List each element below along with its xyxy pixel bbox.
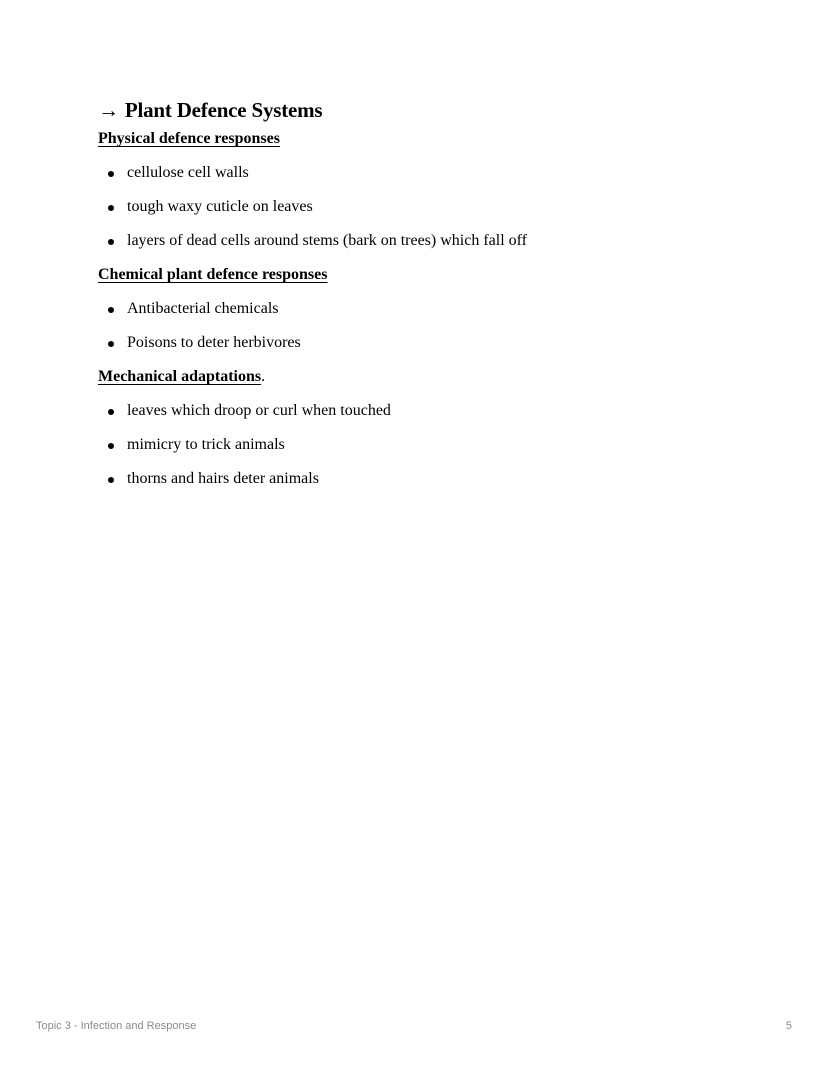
- list-item: Poisons to deter herbivores: [98, 332, 778, 354]
- list-item: Antibacterial chemicals: [98, 298, 778, 320]
- list-item: tough waxy cuticle on leaves: [98, 196, 778, 218]
- section-physical: [98, 128, 778, 252]
- section-mechanical: [98, 366, 778, 490]
- list-item: cellulose cell walls: [98, 162, 778, 184]
- page-content: [98, 96, 778, 490]
- list-item: thorns and hairs deter animals: [98, 468, 778, 490]
- arrow-icon: →: [98, 98, 119, 122]
- list-item: layers of dead cells around stems (bark on trees) which fall off: [98, 230, 778, 252]
- bullet-list: [98, 298, 778, 354]
- list-item: leaves which droop or curl when touched: [98, 400, 778, 422]
- section-heading: [98, 264, 778, 286]
- bullet-icon: [108, 171, 114, 177]
- bullet-icon: [108, 239, 114, 245]
- bullet-list: [98, 162, 778, 252]
- section-heading: [98, 128, 778, 150]
- section-heading-text: Mechanical adaptations: [98, 368, 262, 385]
- section-heading: [98, 366, 778, 388]
- page-number: 5: [785, 1020, 792, 1032]
- heading-suffix: .: [261, 368, 266, 385]
- bullet-icon: [108, 443, 114, 449]
- bullet-icon: [108, 477, 114, 483]
- section-chemical: [98, 264, 778, 354]
- bullet-icon: [108, 307, 114, 313]
- bullet-icon: [108, 205, 114, 211]
- page-title: [98, 96, 778, 124]
- bullet-list: [98, 400, 778, 490]
- section-heading-text: Chemical plant defence responses: [98, 266, 328, 283]
- page-title-text: Plant Defence Systems: [124, 98, 323, 122]
- bullet-icon: [108, 341, 114, 347]
- section-heading-text: Physical defence responses: [98, 130, 280, 147]
- footer-topic: Topic 3 - Infection and Response: [36, 1020, 197, 1032]
- list-item: mimicry to trick animals: [98, 434, 778, 456]
- bullet-icon: [108, 409, 114, 415]
